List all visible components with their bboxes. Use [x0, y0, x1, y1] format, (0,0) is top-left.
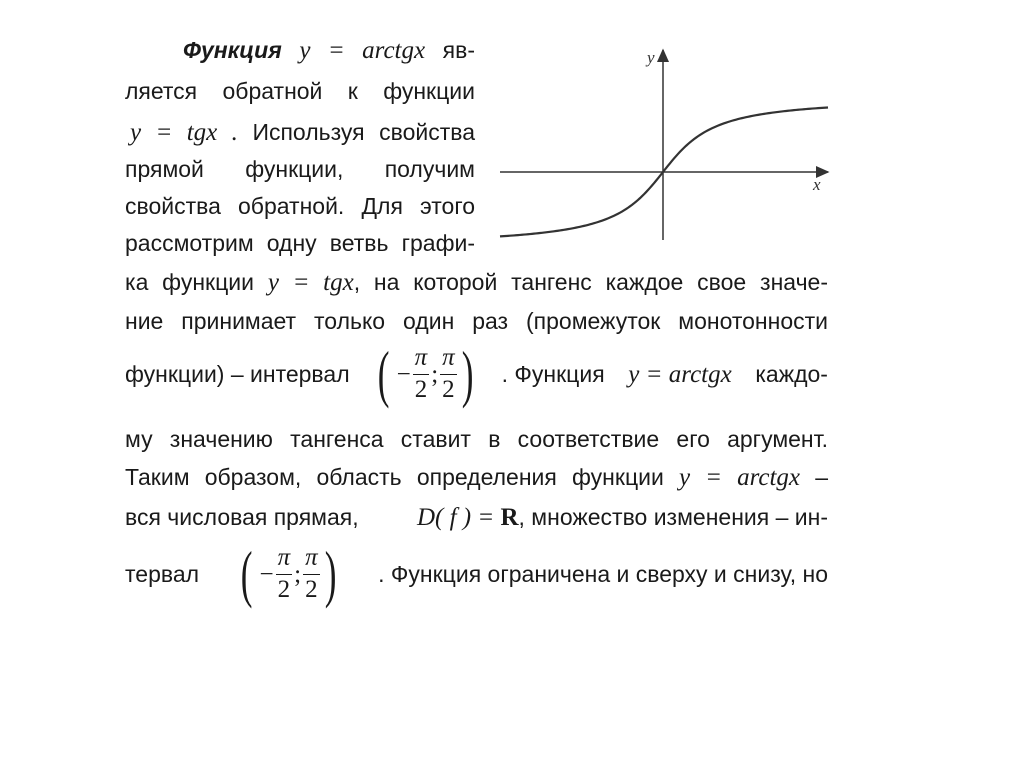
line-4 — [125, 158, 475, 181]
minus-sign: − — [259, 560, 274, 588]
text-segment: ляется обратной к функции — [125, 78, 475, 104]
fraction: $\frac{\pi}{2}$ — [305, 544, 318, 603]
text-segment: – — [815, 464, 829, 490]
text-segment: ние принимает только один раз (промежуток монотонности — [125, 308, 828, 334]
text-segment: . Функция — [501, 360, 605, 387]
line-5 — [125, 195, 475, 218]
x-axis-label: x — [813, 175, 821, 194]
left-paren: ( — [378, 338, 390, 409]
text-segment: вся числовая прямая, — [125, 504, 359, 530]
line-10 — [125, 428, 828, 451]
interval-expr — [236, 538, 341, 609]
line-7 — [125, 270, 828, 295]
text-segment: Таким образом, область определения функции — [125, 464, 664, 490]
text-segment: каждо- — [755, 360, 828, 387]
fraction: $\frac{\pi}{2}$ — [277, 544, 291, 603]
left-paren: ( — [241, 538, 253, 609]
line-9 — [125, 338, 828, 409]
interval-expr — [373, 338, 478, 409]
text-segment: , на которой тангенс каждое свое значе- — [353, 269, 828, 295]
line-11 — [125, 465, 828, 490]
fraction: $\frac{\pi}{2}$ — [442, 344, 455, 403]
right-paren: ) — [324, 538, 337, 609]
fraction: $\frac{\pi}{2}$ — [414, 344, 428, 403]
reals-symbol: R — [500, 504, 519, 531]
line-1 — [183, 38, 475, 63]
arctg-graph — [495, 45, 835, 245]
line-6 — [125, 232, 475, 255]
formula-arctg: y = arctgx — [679, 464, 801, 491]
minus-sign: − — [396, 360, 411, 388]
text-segment: свойства обратной. Для этого — [125, 193, 475, 219]
text-segment: Используя свойства — [252, 119, 476, 145]
line-3 — [130, 120, 475, 145]
line-2 — [125, 80, 475, 103]
formula-tg: y = tgx . — [130, 119, 238, 146]
word-part: яв- — [442, 37, 476, 63]
text-segment: му значению тангенса ставит в соответствие его аргумент. — [125, 426, 828, 452]
line-12 — [125, 505, 828, 530]
formula-arctg: y = arctgx — [628, 360, 732, 388]
text-segment: функции) – интервал — [125, 360, 350, 387]
separator: ; — [431, 360, 439, 388]
line-8 — [125, 310, 828, 333]
separator: ; — [294, 560, 302, 588]
line-13 — [125, 538, 828, 609]
text-segment: , множество изменения – ин- — [518, 504, 828, 530]
formula-tg: y = tgx — [267, 269, 354, 296]
formula-arctg: y = arctgx — [299, 37, 426, 64]
y-axis-label: y — [647, 48, 655, 67]
domain-formula: D( f ) = R, множество изменения – ин- — [416, 504, 828, 531]
text-segment: ка функции — [125, 269, 254, 295]
text-segment: прямой функции, получим — [125, 156, 475, 182]
text-segment: рассмотрим одну ветвь графи- — [125, 230, 475, 256]
text-segment: . Функция ограничена и сверху и снизу, но — [378, 560, 828, 587]
text-segment: тервал — [125, 560, 200, 587]
term-function: Функция — [183, 37, 282, 63]
right-paren: ) — [461, 338, 474, 409]
